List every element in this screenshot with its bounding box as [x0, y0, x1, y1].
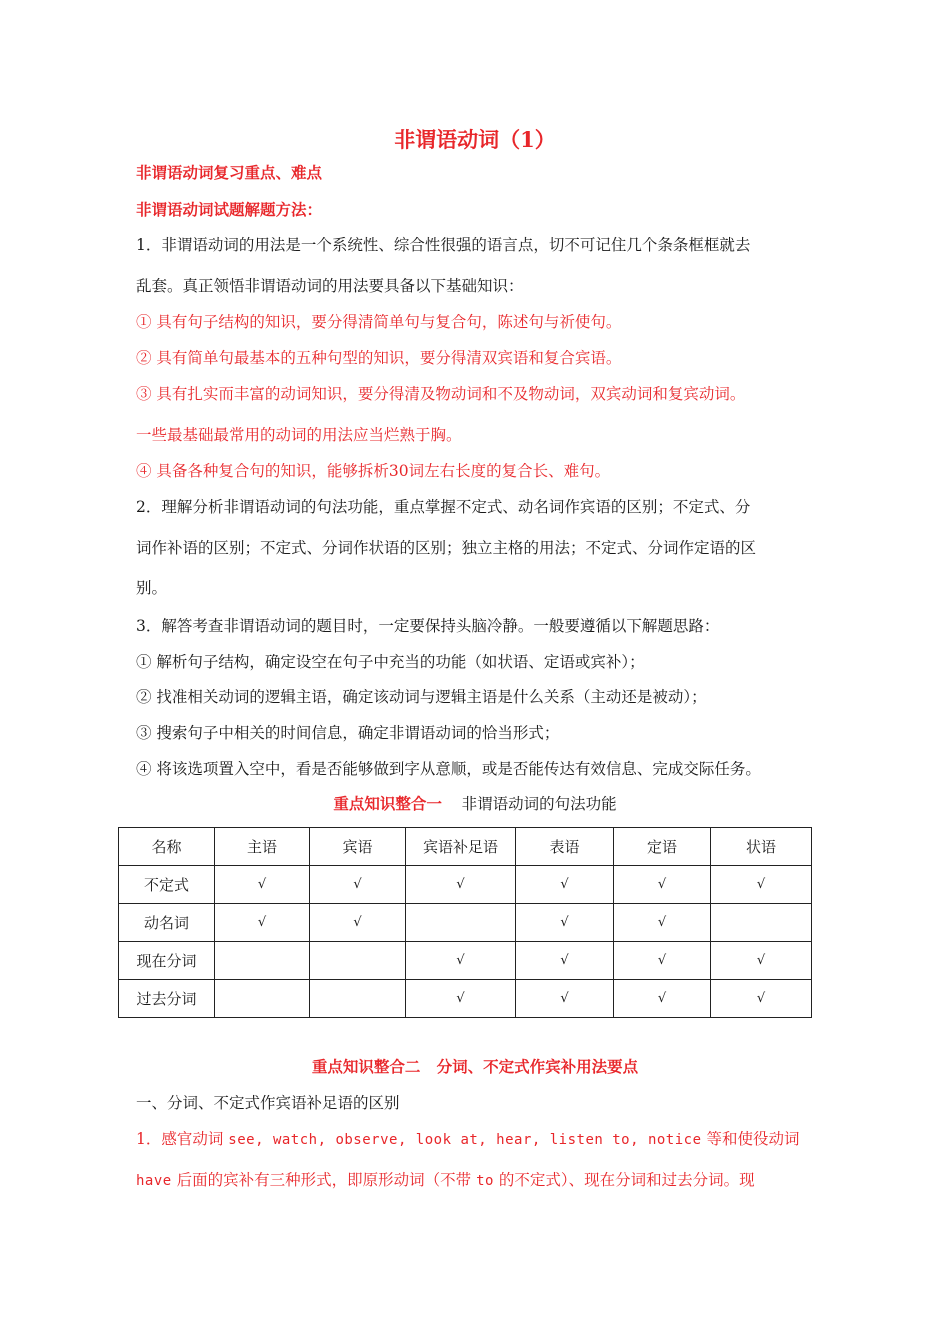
word-to: to: [476, 1173, 494, 1189]
table-cell: √: [711, 866, 812, 904]
table-header: 主语: [215, 828, 310, 866]
table-cell: √: [215, 904, 310, 942]
step-3: ③ 搜索句子中相关的时间信息，确定非谓语动词的恰当形式；: [136, 724, 560, 742]
table-header: 宾语: [310, 828, 406, 866]
table-row-head: 动名词: [119, 904, 215, 942]
paragraph-2-line-1: 2．理解分析非谓语动词的句法功能，重点掌握不定式、动名词作宾语的区别；不定式、分: [136, 498, 751, 516]
table-cell: √: [516, 904, 614, 942]
table-header: 状语: [711, 828, 812, 866]
table-header: 定语: [614, 828, 711, 866]
step-2: ② 找准相关动词的逻辑主语，确定该动词与逻辑主语是什么关系（主动还是被动）；: [136, 688, 707, 706]
step-1: ① 解析句子结构，确定设空在句子中充当的功能（如状语、定语或宾补）；: [136, 653, 645, 671]
table-cell: [215, 980, 310, 1018]
function-table: [118, 827, 812, 1018]
table-cell: [310, 942, 406, 980]
table-cell: √: [406, 942, 516, 980]
table-cell: √: [406, 980, 516, 1018]
subheading-1: 一、分词、不定式作宾语补足语的区别: [136, 1094, 400, 1112]
table-cell: [215, 942, 310, 980]
table-row: [119, 980, 812, 1018]
table-cell: √: [516, 942, 614, 980]
red-paragraph-line-1: [136, 1129, 799, 1150]
text-segment: 后面的宾补有三种形式，即原形动词（不带: [171, 1171, 477, 1189]
table-cell: √: [614, 904, 711, 942]
heading-key-points: 非谓语动词复习重点、难点: [136, 163, 323, 182]
table-cell: √: [614, 866, 711, 904]
table-row-head: 过去分词: [119, 980, 215, 1018]
table-cell: √: [406, 866, 516, 904]
table-cell: √: [516, 980, 614, 1018]
table-cell: √: [614, 980, 711, 1018]
table-header: 名称: [119, 828, 215, 866]
section-1-text: 非谓语动词的句法功能: [461, 795, 617, 813]
table-cell: √: [711, 980, 812, 1018]
red-item-3-continued: 一些最基础最常用的动词的用法应当烂熟于胸。: [136, 426, 462, 444]
table-cell: [406, 904, 516, 942]
paragraph-2-line-2: 词作补语的区别；不定式、分词作状语的区别；独立主格的用法；不定式、分词作定语的区: [136, 539, 757, 557]
red-item-3: ③ 具有扎实而丰富的动词知识，要分得清及物动词和不及物动词，双宾动词和复宾动词。: [136, 385, 746, 403]
red-item-1: ① 具有句子结构的知识，要分得清简单句与复合句，陈述句与祈使句。: [136, 313, 622, 331]
section-2-text: 分词、不定式作宾补用法要点: [436, 1057, 639, 1076]
table-row: [119, 866, 812, 904]
table-cell: √: [310, 866, 406, 904]
table-header: 表语: [516, 828, 614, 866]
paragraph-3-line-1: 3．解答考查非谓语动词的题目时，一定要保持头脑冷静。一般要遵循以下解题思路：: [136, 617, 720, 635]
table-row: [119, 904, 812, 942]
table-cell: [310, 980, 406, 1018]
table-row: [119, 942, 812, 980]
text-segment: 等和使役动词: [701, 1130, 800, 1148]
table-cell: √: [310, 904, 406, 942]
section-2-heading: [0, 1057, 950, 1077]
table-row-head: 不定式: [119, 866, 215, 904]
text-segment: 1．感官动词: [136, 1130, 229, 1148]
section-2-label: 重点知识整合二: [311, 1057, 421, 1076]
page-title: 非谓语动词（1）: [394, 127, 556, 152]
text-segment: 的不定式）、现在分词和过去分词。现: [493, 1171, 755, 1189]
table-row-head: 现在分词: [119, 942, 215, 980]
table-header-row: [119, 828, 812, 866]
table-cell: √: [614, 942, 711, 980]
table-cell: [711, 904, 812, 942]
paragraph-1-line-2: 乱套。真正领悟非谓语动词的用法要具备以下基础知识：: [136, 277, 524, 295]
step-4: ④ 将该选项置入空中，看是否能够做到字从意顺，或是否能传达有效信息、完成交际任务。: [136, 760, 761, 778]
table-header: 宾语补足语: [406, 828, 516, 866]
section-1-label: 重点知识整合一: [333, 794, 442, 813]
red-item-2: ② 具有简单句最基本的五种句型的知识，要分得清双宾语和复合宾语。: [136, 349, 622, 367]
table-cell: √: [215, 866, 310, 904]
paragraph-1-line-1: 1．非谓语动词的用法是一个系统性、综合性很强的语言点，切不可记住几个条条框框就去: [136, 236, 751, 254]
verb-have: have: [136, 1173, 172, 1189]
section-1-heading: [0, 794, 950, 814]
table-cell: √: [711, 942, 812, 980]
verb-list: see, watch, observe, look at, hear, listen to, notice: [228, 1132, 702, 1148]
table-cell: √: [516, 866, 614, 904]
red-paragraph-line-2: [136, 1170, 755, 1191]
paragraph-2-line-3: 别。: [136, 579, 168, 597]
red-item-4: ④ 具备各种复合句的知识，能够拆析30词左右长度的复合长、难句。: [136, 462, 611, 480]
heading-methods: 非谓语动词试题解题方法：: [136, 200, 323, 219]
